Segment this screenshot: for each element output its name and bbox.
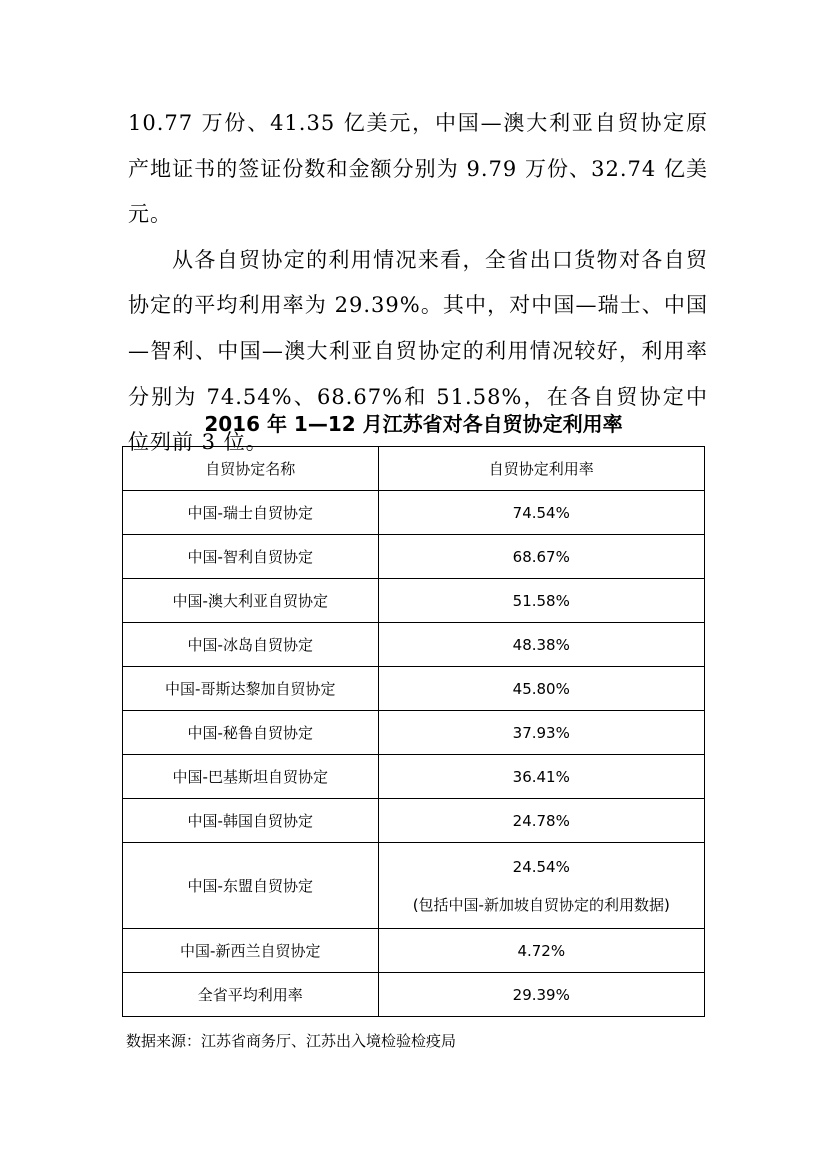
header-agreement-name: 自贸协定名称 [123,447,379,491]
agreement-name: 中国-冰岛自贸协定 [123,623,379,667]
table-header-row [123,447,705,491]
utilization-rate: 74.54% [378,491,704,535]
paragraph-1: 10.77 万份、41.35 亿美元，中国—澳大利亚自贸协定原产地证书的签证份数和金额分别为 9.79 万份、32.74 亿美元。 [128,111,708,227]
data-source: 数据来源：江苏省商务厅、江苏出入境检验检疫局 [126,1032,457,1050]
agreement-name: 中国-澳大利亚自贸协定 [123,579,379,623]
agreement-name: 中国-韩国自贸协定 [123,799,379,843]
table-row [123,491,705,535]
utilization-rate: 48.38% [378,623,704,667]
utilization-rate: 45.80% [378,667,704,711]
table-row [123,667,705,711]
table-row [123,929,705,973]
table-row [123,711,705,755]
agreement-name: 中国-秘鲁自贸协定 [123,711,379,755]
header-utilization-rate: 自贸协定利用率 [378,447,704,491]
utilization-rate: 36.41% [378,755,704,799]
table-title: 2016 年 1—12 月江苏省对各自贸协定利用率 [204,412,623,436]
agreement-name: 全省平均利用率 [123,973,379,1017]
utilization-rate: 4.72% [378,929,704,973]
table-row [123,623,705,667]
utilization-rate: 24.54% [512,857,570,876]
table-row [123,535,705,579]
table-row [123,579,705,623]
table-row [123,973,705,1017]
utilization-rate: 29.39% [378,973,704,1017]
rate-note: (包括中国-新加坡自贸协定的利用数据) [412,895,670,914]
fta-utilization-table [122,446,705,1017]
agreement-name: 中国-巴基斯坦自贸协定 [123,755,379,799]
utilization-rate: 37.93% [378,711,704,755]
agreement-name: 中国-新西兰自贸协定 [123,929,379,973]
utilization-rate: 51.58% [378,579,704,623]
agreement-name: 中国-哥斯达黎加自贸协定 [123,667,379,711]
agreement-name: 中国-智利自贸协定 [123,535,379,579]
table-row [123,843,705,929]
table-row [123,799,705,843]
utilization-rate: 24.78% [378,799,704,843]
agreement-name: 中国-东盟自贸协定 [123,843,379,929]
agreement-name: 中国-瑞士自贸协定 [123,491,379,535]
paragraph-2: 从各自贸协定的利用情况来看，全省出口货物对各自贸协定的平均利用率为 29.39%。其中，对中国—瑞士、中国—智利、中国—澳大利亚自贸协定的利用情况较好，利用率分别为 74.54%、68.67%和 51.58%，在各自贸协定中位列前 3 位。 [128,247,708,455]
utilization-rate-cell [378,843,704,929]
utilization-rate: 68.67% [378,535,704,579]
table-row [123,755,705,799]
